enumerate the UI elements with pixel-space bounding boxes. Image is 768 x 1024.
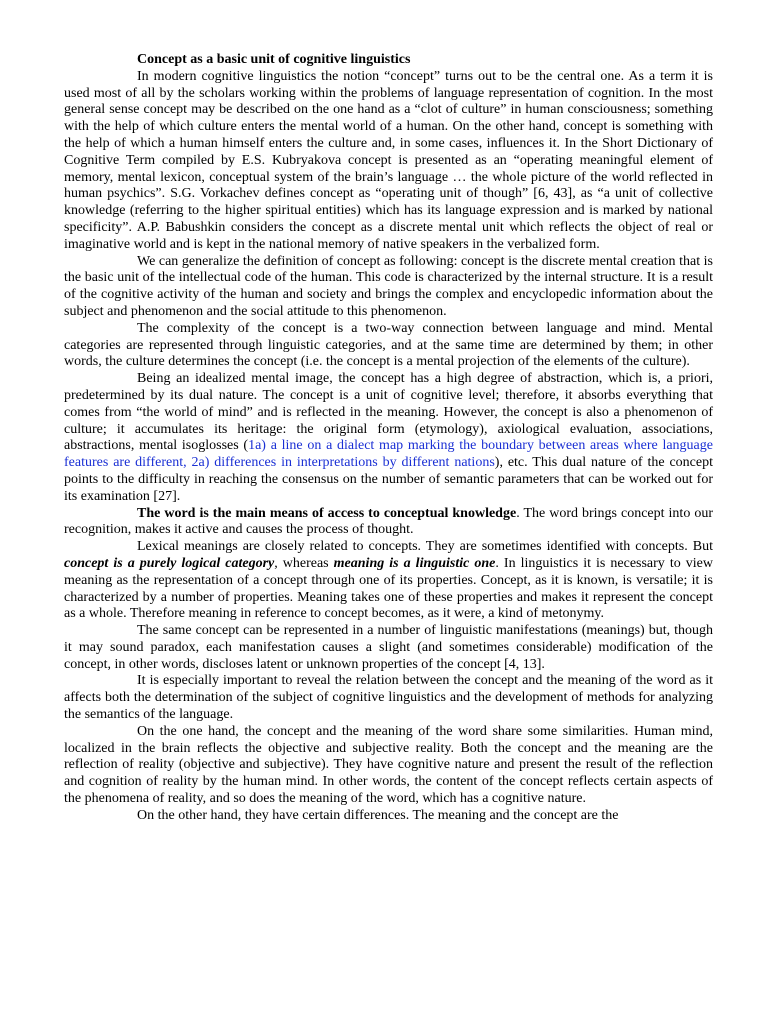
section-title: Concept as a basic unit of cognitive linguistics [137,52,411,67]
paragraph-10: On the other hand, they have certain differences. The meaning and the concept are the [137,807,619,823]
paragraph-6-text-a: Lexical meanings are closely related to concepts. They are sometimes identified with concepts. But [137,539,713,555]
emphasis-meaning-linguistic: meaning is a linguistic one [333,555,496,571]
emphasis-concept-logical: concept is a purely logical category [64,555,275,571]
paragraph-4-text-b: ), etc. This dual nature of the concept points to the difficulty in reaching the consensus on the number of semantic parameters that can be worked out for its examination [27]. [64,455,713,504]
isogloss-definition-note: 1a) a line on a dialect map marking the boundary between areas where language features are different, 2a) differences in interpretations by different nations [64,438,713,471]
key-statement-bold: The word is the main means of access to conceptual knowledge [137,505,517,521]
paragraph-9: On the one hand, the concept and the meaning of the word share some similarities. Human mind, localized in the brain reflects the objective and subjective reality. Both the concept and the meaning are the reflection of reality (objective and subjective). They have cognitive nature and present the result of the reflection and cognition of reality by the human mind. In other words, the content of the concept reflects certain aspects of the phenomena of reality, and so does the meaning of the word, which has a cognitive nature. [64,723,713,807]
paragraph-1: In modern cognitive linguistics the notion “concept” turns out to be the central one. As a term it is used most of all by the scholars working within the problems of language representation of cognition. In the most general sense concept may be described on the one hand as a “clot of culture” in human consciousness; something with the help of which culture enters the mental world of a human. On the other hand, concept is something with the help of which a human himself enters the culture and, in some cases, influences it. In the Short Dictionary of Cognitive Term compiled by E.S. Kubryakova concept is presented as an “operating meaningful element of memory, mental lexicon, conceptual system of the brain’s language … the whole picture of the world reflected in human psychics”. S.G. Vorkachev defines concept as “operating unit of though” [6, 43], as “a unit of collective knowledge (referring to the higher spiritual entities) which has its language expression and is marked by national specificity”. A.P. Babushkin considers the concept as a discrete mental unit which reflects the object of real or imaginative world and is kept in the national memory of native speakers in the verbalized form. [64,68,713,252]
paragraph-3: The complexity of the concept is a two-way connection between language and mind. Mental categories are represented through linguistic categories, and at the same time are determined by them; in other words, the culture determines the concept (i.e. the concept is a mental projection of the elements of the culture). [64,320,713,370]
paragraph-8: It is especially important to reveal the relation between the concept and the meaning of the word as it affects both the determination of the subject of cognitive linguistics and the development of methods for analyzing the semantics of the language. [64,673,713,723]
paragraph-5 [64,506,713,540]
paragraph-4 [64,371,713,505]
paragraph-7: The same concept can be represented in a number of linguistic manifestations (meanings) but, though it may sound paradox, each manifestation causes a slight (and sometimes considerable) modification of the concept, in other words, discloses latent or unknown properties of the concept [4, 13]. [64,623,713,672]
paragraph-6-text-b: , whereas [274,555,334,571]
paragraph-6 [64,539,713,623]
paragraph-5-text: . The word brings concept into our recognition, makes it active and causes the process of thought. [64,505,713,538]
paragraph-6-text-c: . In linguistics it is necessary to view meaning as the representation of a concept through one of its properties. Concept, as it is known, is versatile; it is characterized by a number of properties. Meaning takes one of these properties and makes it represent the concept as a whole. Therefore meaning in reference to concept becomes, as it were, a kind of metonymy. [64,555,713,622]
paragraph-4-text-a: Being an idealized mental image, the concept has a high degree of abstraction, which is, a priori, predetermined by its dual nature. The concept is a unit of cognitive level; therefore, it absorbs everything that comes from “the world of mind” and is reflected in the meaning. However, the concept is also a phenomenon of culture; it accumulates its heritage: the original form (etymology), axiological evaluation, associations, abstractions, mental isoglosses ( [64,371,713,454]
paragraph-2: We can generalize the definition of concept as following: concept is the discrete mental creation that is the basic unit of the intellectual code of the human. This code is characterized by the internal structure. It is a result of the cognitive activity of the human and society and brings the complex and encyclopedic information about the subject and phenomenon and the social attitude to this phenomenon. [64,253,713,319]
document-page [64,52,713,825]
